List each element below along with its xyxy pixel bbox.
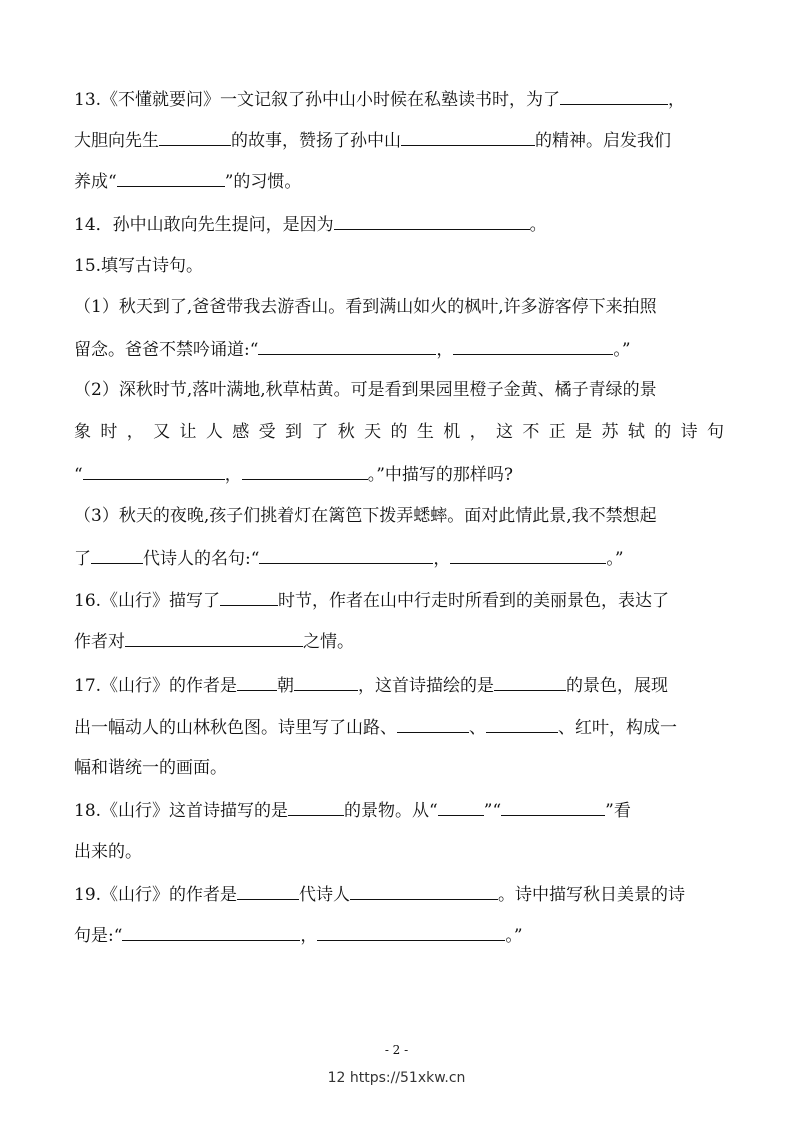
spread-char: 这: [496, 422, 513, 442]
spread-char: 到: [285, 422, 302, 442]
blank-field[interactable]: [83, 461, 225, 480]
q17-text: 的景色，展现: [566, 676, 669, 696]
blank-field[interactable]: [288, 797, 344, 816]
spread-char: 的: [654, 422, 672, 442]
blank-field[interactable]: [159, 127, 231, 146]
q18-text: 18.《山行》这首诗描写的是: [74, 801, 289, 821]
q18-text: ”“: [483, 801, 502, 821]
blank-field[interactable]: [560, 86, 668, 105]
q15-part1-line-1: （1）秋天到了,爸爸带我去游香山。看到满山如火的枫叶,许多游客停下来拍照: [74, 297, 657, 317]
q13-text: ”的习惯。: [224, 172, 302, 192]
q18-line-2: 出来的。: [74, 842, 142, 862]
blank-field[interactable]: [117, 168, 225, 187]
blank-field[interactable]: [220, 587, 278, 606]
q19-line-2: [74, 922, 724, 949]
q15-part2-line-3: [74, 461, 724, 488]
blank-field[interactable]: [91, 545, 143, 564]
q15-part2-line-1: （2）深秋时节,落叶满地,秋草枯黄。可是看到果园里橙子金黄、橘子青绿的景: [74, 380, 657, 400]
blank-field[interactable]: [350, 881, 498, 900]
blank-field[interactable]: [125, 628, 303, 647]
q17-line-3: 幅和谐统一的画面。: [74, 758, 227, 778]
q17-text: 出一幅动人的山林秋色图。诗里写了山路、: [74, 718, 397, 738]
q18-line-1: [74, 797, 724, 824]
q15-text: 。”: [613, 340, 631, 360]
q17-text: 17.《山行》的作者是: [74, 676, 238, 696]
q15-text: ，: [224, 465, 242, 485]
blank-field[interactable]: [258, 336, 436, 355]
page-number: - 2 -: [384, 1043, 409, 1057]
q15-title: 15.填写古诗句。: [74, 256, 204, 276]
spread-char: ，: [469, 422, 487, 442]
q15-text: ，: [433, 549, 451, 569]
footer-url: 12 https://51xkw.cn: [327, 1070, 466, 1086]
spread-char: 生: [416, 422, 434, 442]
blank-field[interactable]: [334, 211, 530, 230]
q15-text: 留念。爸爸不禁吟诵道:“: [74, 340, 259, 360]
q13-text: 的精神。启发我们: [535, 131, 671, 151]
spread-char: 让: [179, 422, 197, 442]
q16-text: 之情。: [303, 632, 354, 652]
justified-text: [74, 419, 724, 445]
q18-text: ”看: [605, 801, 631, 821]
q14-line: [74, 211, 724, 238]
blank-field[interactable]: [438, 797, 484, 816]
spread-char: 正: [548, 422, 566, 442]
spread-char: 句: [707, 422, 724, 442]
q15-part2-line-2: [74, 419, 724, 445]
spread-char: 了: [311, 422, 329, 442]
spread-char: 是: [575, 422, 593, 442]
blank-field[interactable]: [259, 545, 433, 564]
spread-char: 又: [153, 422, 171, 442]
q15-text: 。”: [606, 549, 624, 569]
blank-field[interactable]: [486, 714, 558, 733]
q13-line-2: [74, 127, 724, 154]
q16-text: 16.《山行》描写了: [74, 591, 221, 611]
q13-line-1: [74, 86, 724, 113]
q13-text: ，: [668, 90, 686, 110]
q16-text: 时节，作者在山中行走时所看到的美丽景色，表达了: [278, 591, 670, 611]
q15-part3-line-1: （3）秋天的夜晚,孩子们挑着灯在篱笆下拨弄蟋蟀。面对此情此景,我不禁想起: [74, 506, 657, 526]
q19-text: 。诗中描写秋日美景的诗: [498, 885, 686, 905]
spread-char: 秋: [337, 422, 355, 442]
q19-text: 19.《山行》的作者是: [74, 885, 238, 905]
q19-text: 代诗人: [299, 885, 351, 905]
q16-line-1: [74, 587, 724, 614]
q15-text: 。”中描写的那样吗?: [367, 465, 514, 485]
blank-field[interactable]: [122, 922, 300, 941]
q13-text: 13.《不懂就要问》一文记叙了孙中山小时候在私塾读书时，为了: [74, 90, 561, 110]
q15-part1-line-2: [74, 336, 724, 363]
spread-char: 象: [74, 422, 91, 442]
blank-field[interactable]: [494, 672, 566, 691]
q16-line-2: [74, 628, 724, 655]
q13-text: 养成“: [74, 172, 117, 192]
spread-char: 时: [100, 422, 118, 442]
q19-line-1: [74, 881, 724, 908]
spread-char: 感: [232, 422, 250, 442]
q17-text: ，这首诗描绘的是: [358, 676, 495, 696]
spread-char: 的: [390, 422, 408, 442]
q17-text: 、: [469, 718, 486, 738]
spread-char: ，: [126, 422, 144, 442]
blank-field[interactable]: [453, 336, 613, 355]
q14-text: 。: [529, 215, 547, 235]
spread-char: 受: [258, 422, 276, 442]
q17-text: 、红叶，构成一: [558, 718, 677, 738]
blank-field[interactable]: [450, 545, 606, 564]
spread-char: 轼: [627, 422, 645, 442]
q15-part3-line-2: [74, 545, 724, 572]
blank-field[interactable]: [401, 127, 535, 146]
q15-text: “: [74, 465, 83, 485]
q17-line-1: [74, 672, 724, 699]
blank-field[interactable]: [317, 922, 505, 941]
q17-line-2: [74, 714, 724, 741]
q17-text: 朝: [277, 676, 295, 696]
q18-text: 的景物。从“: [344, 801, 438, 821]
q15-text: 了: [74, 549, 91, 569]
spread-char: 天: [364, 422, 382, 442]
blank-field[interactable]: [237, 672, 277, 691]
blank-field[interactable]: [501, 797, 605, 816]
q19-text: 句是:“: [74, 926, 123, 946]
q13-text: 的故事，赞扬了孙中山: [231, 131, 401, 151]
spread-char: 苏: [601, 422, 619, 442]
q13-line-3: [74, 168, 724, 195]
blank-field[interactable]: [397, 714, 469, 733]
spread-char: 人: [205, 422, 223, 442]
q16-text: 作者对: [74, 632, 125, 652]
spread-char: 机: [443, 422, 461, 442]
blank-field[interactable]: [242, 461, 368, 480]
q14-text: 14．孙中山敢向先生提问，是因为: [74, 215, 334, 235]
q13-text: 大胆向先生: [74, 131, 159, 151]
spread-char: 诗: [680, 422, 698, 442]
blank-field[interactable]: [294, 672, 358, 691]
q19-text: 。”: [505, 926, 523, 946]
q15-text: 代诗人的名句:“: [143, 549, 260, 569]
q19-text: ，: [300, 926, 318, 946]
spread-char: 不: [522, 422, 540, 442]
blank-field[interactable]: [237, 881, 299, 900]
q15-text: ，: [436, 340, 454, 360]
